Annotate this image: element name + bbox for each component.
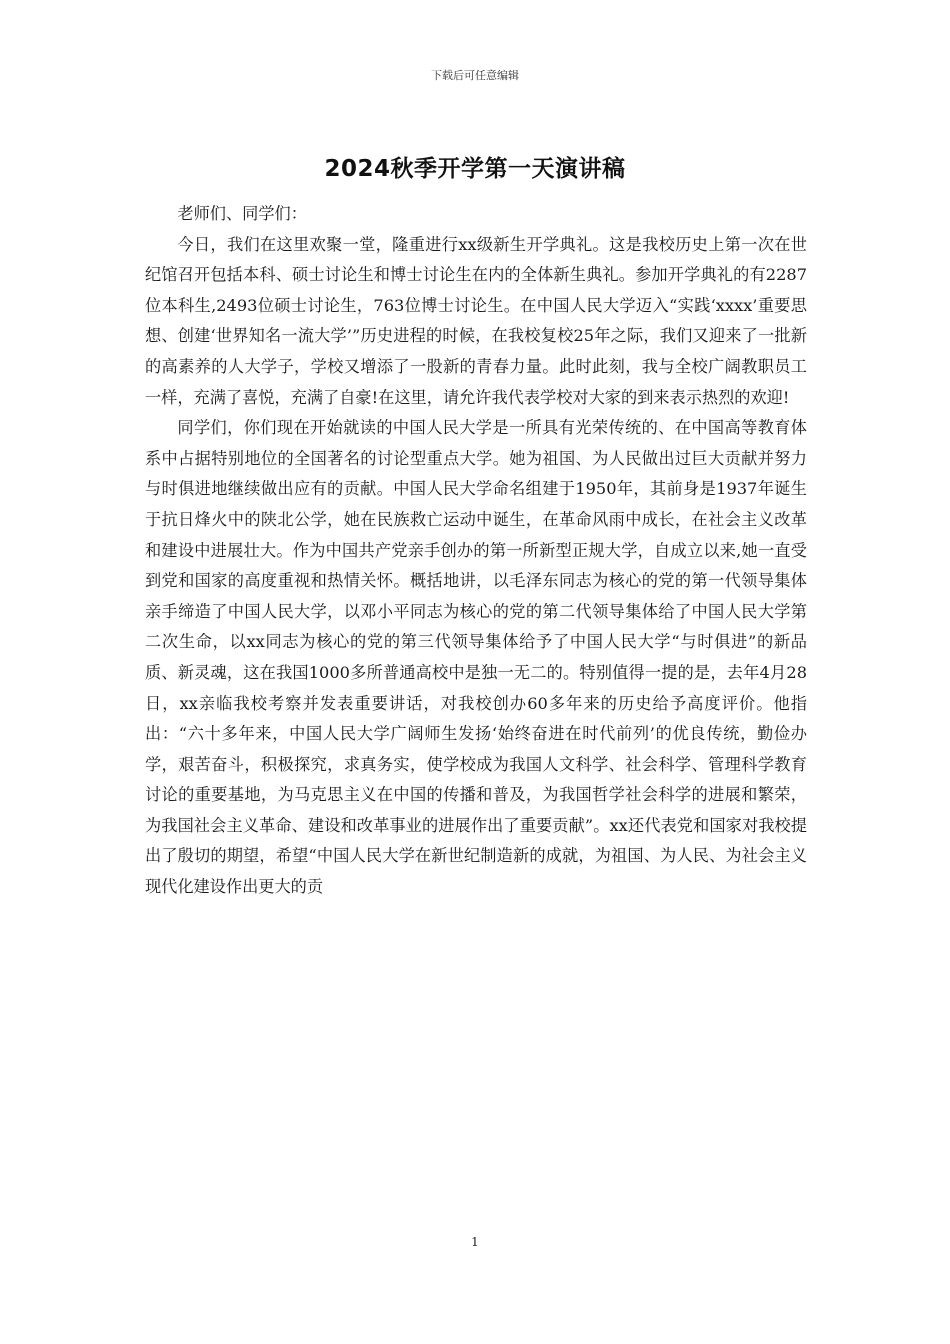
paragraph: 同学们，你们现在开始就读的中国人民大学是一所具有光荣传统的、在中国高等教育体系中占据特别地位的全国著名的讨论型重点大学。她为祖国、为人民做出过巨大贡献并努力与时俱进地继续做出应有的贡献。中国人民大学命名组建于1950年，其前身是1937年诞生于抗日烽火中的陕北公学，她在民族救亡运动中诞生，在革命风雨中成长，在社会主义改革和建设中进展壮大。作为中国共产党亲手创办的第一所新型正规大学，自成立以来,她一直受到党和国家的高度重视和热情关怀。概括地讲，以毛泽东同志为核心的党的第一代领导集体亲手缔造了中国人民大学，以邓小平同志为核心的党的第二代领导集体给了中国人民大学第二次生命，以xx同志为核心的党的第三代领导集体给予了中国人民大学“与时俱进”的新品质、新灵魂，这在我国1000多所普通高校中是独一无二的。特别值得一提的是，去年4月28日，xx亲临我校考察并发表重要讲话，对我校创办60多年来的历史给予高度评价。他指出：“六十多年来，中国人民大学广阔师生发扬‘始终奋进在时代前列’的优良传统，勤俭办学，艰苦奋斗，积极探究，求真务实，使学校成为我国人文科学、社会科学、管理科学教育讨论的重要基地，为马克思主义在中国的传播和普及，为我国哲学社会科学的进展和繁荣，为我国社会主义革命、建设和改革事业的进展作出了重要贡献”。xx还代表党和国家对我校提出了殷切的期望，希望“中国人民大学在新世纪制造新的成就，为祖国、为人民、为社会主义现代化建设作出更大的贡 [145,418,807,897]
document-body [145,199,807,903]
page-number: 1 [471,1235,479,1249]
document-title: 2024秋季开学第一天演讲稿 [324,156,626,182]
paragraph: 今日，我们在这里欢聚一堂，隆重进行xx级新生开学典礼。这是我校历史上第一次在世纪馆召开包括本科、硕士讨论生和博士讨论生在内的全体新生典礼。参加开学典礼的有2287位本科生,2493位硕士讨论生，763位博士讨论生。在中国人民大学迈入“实践‘xxxx’重要思想、创建‘世界知名一流大学’”历史进程的时候，在我校复校25年之际，我们又迎来了一批新的高素养的人大学子，学校又增添了一股新的青春力量。此时此刻，我与全校广阔教职员工一样，充满了喜悦，充满了自豪!在这里，请允许我代表学校对大家的到来表示热烈的欢迎! [145,234,807,407]
paragraph-salutation: 老师们、同学们： [177,204,307,223]
page-header-note: 下载后可任意编辑 [431,69,519,82]
